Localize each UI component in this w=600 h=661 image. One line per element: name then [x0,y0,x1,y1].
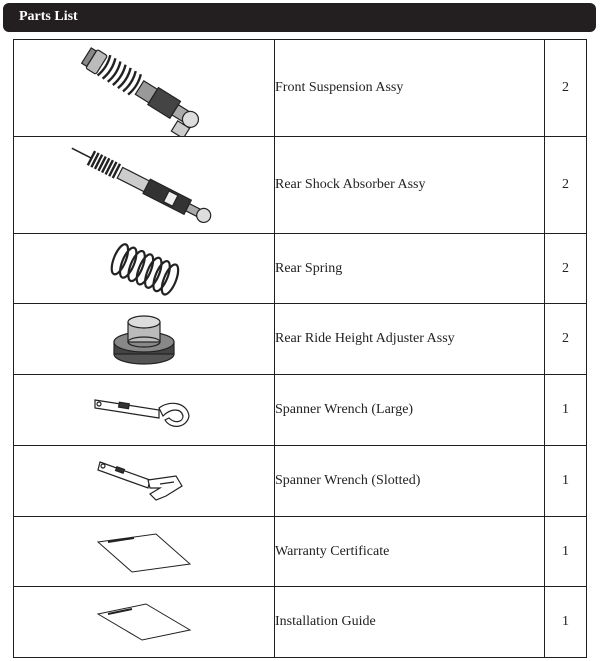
part-quantity: 2 [545,234,587,304]
rear-shock-absorber-icon [59,137,229,233]
table-row [14,446,587,517]
part-name: Rear Ride Height Adjuster Assy [275,304,545,375]
part-image-cell [14,304,275,375]
table-row [14,517,587,587]
part-name: Spanner Wrench (Large) [275,375,545,446]
part-quantity: 1 [545,375,587,446]
part-quantity: 1 [545,446,587,517]
part-name: Warranty Certificate [275,517,545,587]
table-row [14,234,587,304]
page-title: Parts List [19,9,78,24]
parts-table [13,39,587,658]
part-name: Rear Shock Absorber Assy [275,137,545,234]
installation-guide-icon [94,600,194,644]
part-quantity: 2 [545,304,587,375]
rear-spring-icon [104,239,184,299]
part-name: Spanner Wrench (Slotted) [275,446,545,517]
part-quantity: 1 [545,517,587,587]
part-image-cell [14,234,275,304]
part-image-cell [14,587,275,658]
part-name: Front Suspension Assy [275,40,545,137]
part-image-cell [14,375,275,446]
part-image-cell [14,137,275,234]
table-row [14,137,587,234]
part-image-cell [14,517,275,587]
part-quantity: 2 [545,40,587,137]
part-name: Rear Spring [275,234,545,304]
part-name: Installation Guide [275,587,545,658]
table-row [14,375,587,446]
part-quantity: 1 [545,587,587,658]
part-image-cell [14,446,275,517]
spanner-wrench-large-icon [89,390,199,430]
ride-height-adjuster-icon [104,308,184,370]
spanner-wrench-slotted-icon [94,456,194,506]
part-quantity: 2 [545,137,587,234]
parts-list-header [3,3,596,32]
warranty-certificate-icon [94,530,194,574]
table-row [14,587,587,658]
table-row [14,40,587,137]
table-row [14,304,587,375]
front-suspension-icon [64,40,224,136]
part-image-cell [14,40,275,137]
